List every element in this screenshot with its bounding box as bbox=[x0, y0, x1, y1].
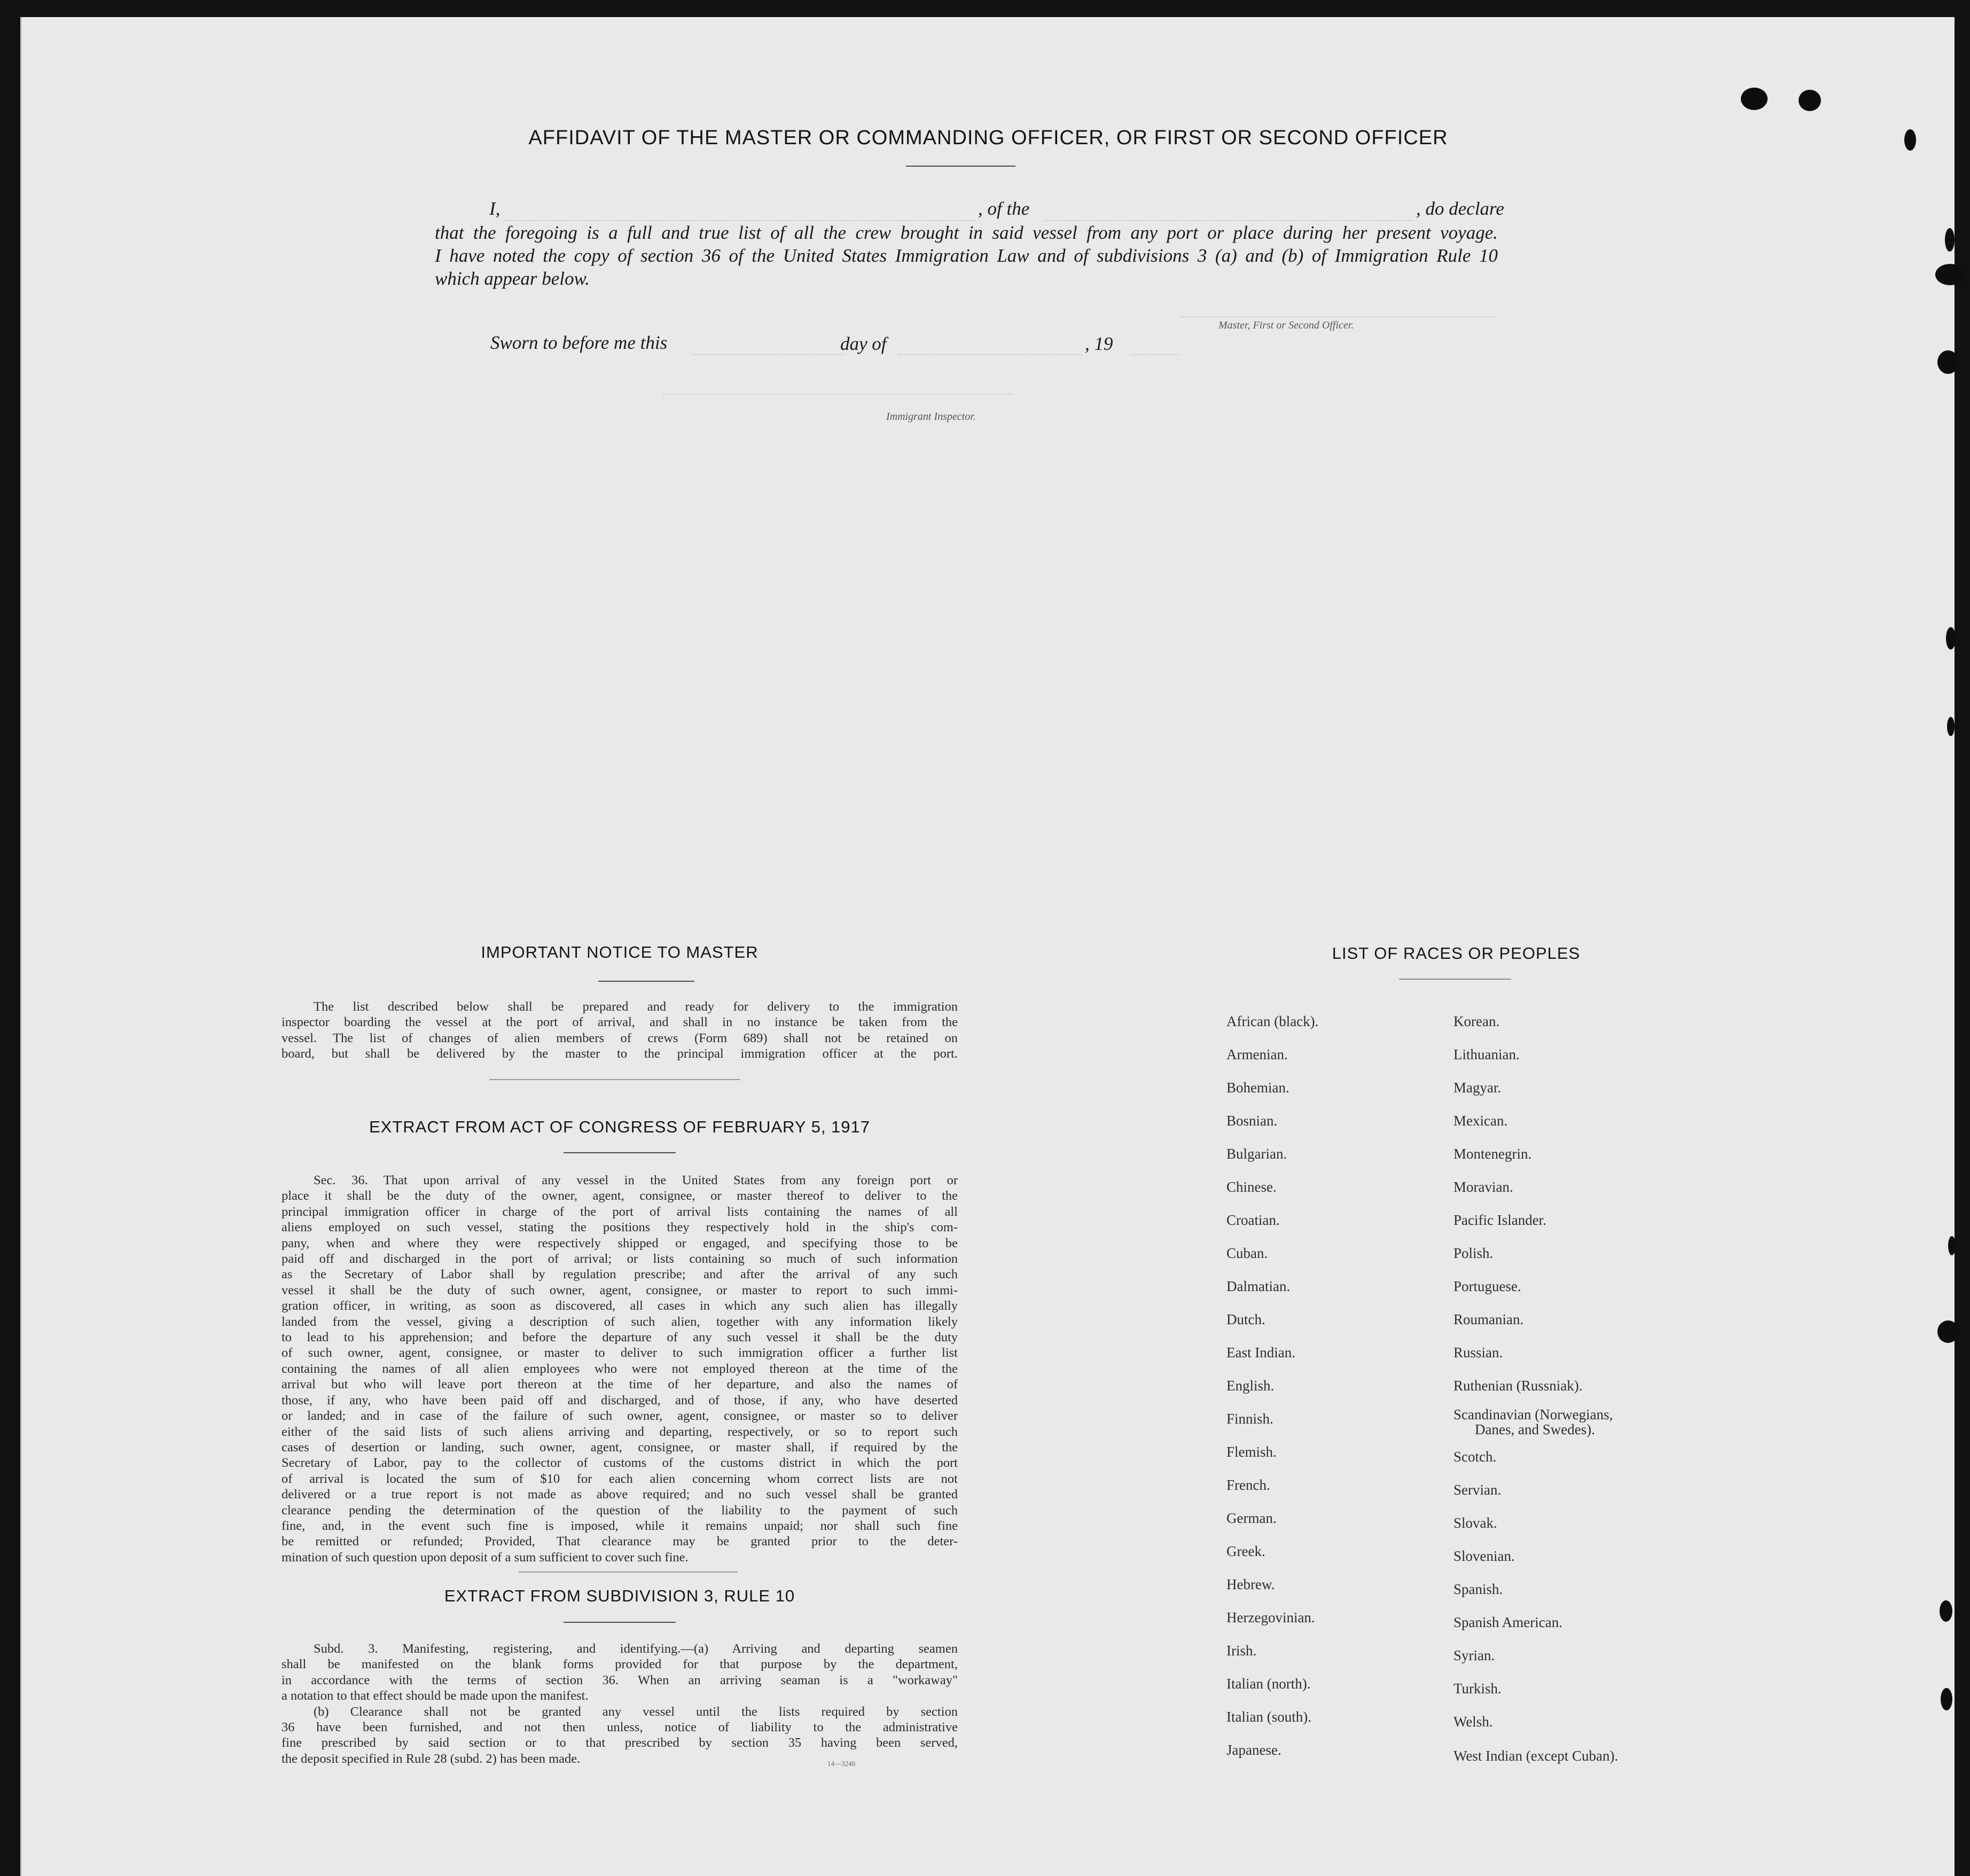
race-item: Pacific Islander. bbox=[1453, 1212, 1546, 1228]
year-prefix-text: , 19 bbox=[1085, 333, 1113, 354]
act-line: of such owner, agent, consignee, or master to deliver to such immigration officer a further list bbox=[282, 1346, 958, 1361]
races-rule bbox=[1399, 979, 1511, 980]
race-item: Cuban. bbox=[1226, 1245, 1268, 1261]
rule-line: Subd. 3. Manifesting, registering, and identifying.—(a) Arriving and departing seamen bbox=[314, 1642, 958, 1656]
act-line: mination of such question upon deposit of a sum sufficient to cover such fine. bbox=[282, 1550, 689, 1565]
race-item: Hebrew. bbox=[1226, 1576, 1275, 1592]
race-item: Greek. bbox=[1226, 1543, 1265, 1559]
inspector-signature-blank bbox=[663, 394, 1013, 395]
notice-line: The list described below shall be prepared and ready for delivery to the immigration bbox=[314, 999, 958, 1014]
rule-line: shall be manifested on the blank forms provided for that purpose by the department, bbox=[282, 1657, 958, 1672]
race-item: Croatian. bbox=[1226, 1212, 1280, 1228]
year-blank bbox=[1130, 354, 1178, 355]
notice-title: IMPORTANT NOTICE TO MASTER bbox=[481, 943, 759, 962]
race-item: Russian. bbox=[1453, 1345, 1503, 1361]
race-item: Magyar. bbox=[1453, 1080, 1502, 1096]
race-item: Polish. bbox=[1453, 1245, 1494, 1261]
punch-hole bbox=[1937, 350, 1959, 374]
act-line: as the Secretary of Labor shall by regulation prescribe; and after the arrival of any such bbox=[282, 1267, 958, 1282]
rule-line: a notation to that effect should be made upon the manifest. bbox=[282, 1689, 589, 1703]
race-item: Welsh. bbox=[1453, 1714, 1493, 1730]
race-item: Japanese. bbox=[1226, 1742, 1281, 1758]
race-item: Herzegovinian. bbox=[1226, 1609, 1315, 1625]
act-extract-paragraph bbox=[282, 1172, 958, 1565]
act-extract-rule bbox=[564, 1152, 676, 1153]
race-item: Irish. bbox=[1226, 1643, 1257, 1659]
act-line: arrival but who will leave port thereon at the time of her departure, and also the names of bbox=[282, 1377, 958, 1392]
declaration-line-2: that the foregoing is a full and true list of all the crew brought in said vessel from any port or place during her present voyage. bbox=[435, 222, 1498, 243]
race-item: Portuguese. bbox=[1453, 1278, 1521, 1294]
race-item: Dutch. bbox=[1226, 1311, 1265, 1327]
act-line: Sec. 36. That upon arrival of any vessel in the United States from any foreign port or bbox=[314, 1173, 958, 1187]
race-item: Roumanian. bbox=[1453, 1311, 1524, 1327]
section-divider bbox=[489, 1079, 740, 1080]
race-item: Scotch. bbox=[1453, 1449, 1497, 1465]
race-item: Italian (south). bbox=[1226, 1709, 1311, 1725]
races-title: LIST OF RACES OR PEOPLES bbox=[1332, 944, 1581, 963]
race-item: Spanish. bbox=[1453, 1581, 1503, 1597]
form-page bbox=[20, 17, 1955, 1876]
act-line: be remitted or refunded; Provided, That clearance may be granted prior to the deter- bbox=[282, 1534, 958, 1549]
act-line: paid off and discharged in the port of arrival; or lists containing so much of such information bbox=[282, 1252, 958, 1267]
race-item: English. bbox=[1226, 1378, 1275, 1394]
punch-hole bbox=[1741, 88, 1768, 110]
do-declare-text: , do declare bbox=[1416, 198, 1504, 219]
notice-line: inspector boarding the vessel at the port of arrival, and shall in no instance be taken from the bbox=[282, 1015, 958, 1030]
punch-hole bbox=[1799, 90, 1821, 111]
rule-line: fine prescribed by said section or to that prescribed by section 35 having been served, bbox=[282, 1736, 958, 1750]
master-caption: Master, First or Second Officer. bbox=[1218, 319, 1354, 331]
punch-hole bbox=[1935, 264, 1965, 285]
race-item: Montenegrin. bbox=[1453, 1146, 1532, 1162]
declarant-name-blank bbox=[505, 220, 975, 221]
act-line: containing the names of all alien employees who were not employed thereon at the time of the bbox=[282, 1361, 958, 1376]
act-line: or landed; and in case of the failure of such owner, agent, consignee, or master so to deliver bbox=[282, 1409, 958, 1424]
rule-line: 36 have been furnished, and not then unless, notice of liability to the administrative bbox=[282, 1720, 958, 1735]
form-code: 14—3240 bbox=[827, 1760, 855, 1768]
act-line: fine, and, in the event such fine is imposed, while it remains unpaid; nor shall such fine bbox=[282, 1518, 958, 1533]
punch-hole bbox=[1940, 1600, 1952, 1622]
punch-hole bbox=[1945, 228, 1955, 252]
rule-extract-rule bbox=[564, 1622, 676, 1623]
race-item: Slovenian. bbox=[1453, 1548, 1515, 1564]
race-item: Spanish American. bbox=[1453, 1614, 1562, 1630]
race-item-continued: Danes, and Swedes). bbox=[1475, 1421, 1595, 1437]
punch-hole bbox=[1937, 1320, 1959, 1343]
notice-rule bbox=[598, 981, 694, 982]
race-item: French. bbox=[1226, 1477, 1270, 1493]
punch-hole bbox=[1947, 717, 1955, 736]
notice-line: vessel. The list of changes of alien members of crews (Form 689) shall not be retained on bbox=[282, 1030, 958, 1045]
race-item: Lithuanian. bbox=[1453, 1046, 1520, 1062]
act-line: aliens employed on such vessel, stating the positions they respectively hold in the ship's com- bbox=[282, 1220, 958, 1235]
month-blank bbox=[898, 354, 1082, 355]
race-item: Servian. bbox=[1453, 1482, 1502, 1498]
act-line: Secretary of Labor, pay to the collector of customs of the customs district in which the port bbox=[282, 1456, 958, 1471]
race-item: Korean. bbox=[1453, 1013, 1500, 1029]
race-item: Mexican. bbox=[1453, 1113, 1508, 1129]
rule-line: the deposit specified in Rule 28 (subd. 2) has been made. bbox=[282, 1751, 581, 1766]
race-item: Ruthenian (Russniak). bbox=[1453, 1378, 1583, 1394]
rule-extract-title: EXTRACT FROM SUBDIVISION 3, RULE 10 bbox=[444, 1586, 795, 1605]
day-blank bbox=[692, 354, 845, 355]
punch-hole bbox=[1946, 627, 1956, 650]
race-item: Italian (north). bbox=[1226, 1676, 1311, 1692]
act-line: landed from the vessel, giving a description of such alien, together with any information likely bbox=[282, 1314, 958, 1329]
race-item: African (black). bbox=[1226, 1013, 1319, 1029]
race-item: Turkish. bbox=[1453, 1680, 1502, 1697]
race-item: Armenian. bbox=[1226, 1046, 1288, 1062]
sworn-text: Sworn to before me this bbox=[490, 332, 668, 353]
act-line: pany, when and where they were respectively shipped or engaged, and specifying those to be bbox=[282, 1236, 958, 1250]
notice-line: board, but shall be delivered by the master to the principal immigration officer at the port. bbox=[282, 1046, 958, 1061]
day-of-text: day of bbox=[840, 333, 887, 354]
race-item: Finnish. bbox=[1226, 1411, 1273, 1427]
race-item: Slovak. bbox=[1453, 1515, 1497, 1531]
race-item: Bulgarian. bbox=[1226, 1146, 1287, 1162]
race-item: Bosnian. bbox=[1226, 1113, 1278, 1129]
race-item: Moravian. bbox=[1453, 1179, 1513, 1195]
declaration-line-3: I have noted the copy of section 36 of the United States Immigration Law and of subdivisions 3 (a) and (b) of Immigration Rule 10 bbox=[435, 245, 1498, 266]
act-line: delivered or a true report is not made as above required; and no such vessel shall be granted bbox=[282, 1487, 958, 1502]
declaration-line-4: which appear below. bbox=[435, 268, 590, 289]
act-line: those, if any, who have been paid off and discharged, and of those, if any, who have deserted bbox=[282, 1393, 958, 1408]
race-item: Bohemian. bbox=[1226, 1080, 1289, 1096]
act-line: vessel it shall be the duty of such owner, agent, consignee, or master to report to such immi- bbox=[282, 1283, 958, 1297]
section-divider bbox=[519, 1572, 738, 1573]
race-item: West Indian (except Cuban). bbox=[1453, 1748, 1619, 1764]
act-line: clearance pending the determination of the question of the liability to the payment of such bbox=[282, 1503, 958, 1518]
title-rule bbox=[906, 166, 1015, 167]
act-extract-title: EXTRACT FROM ACT OF CONGRESS OF FEBRUARY 5, 1917 bbox=[369, 1117, 871, 1136]
act-line: gration officer, in writing, as soon as discovered, all cases in which any such alien has illegally bbox=[282, 1299, 958, 1314]
affidavit-title: AFFIDAVIT OF THE MASTER OR COMMANDING OFFICER, OR FIRST OR SECOND OFFICER bbox=[528, 127, 1448, 149]
act-line: principal immigration officer in charge of the port of arrival lists containing the names of all bbox=[282, 1204, 958, 1219]
vessel-name-blank bbox=[1045, 220, 1413, 221]
race-item: Dalmatian. bbox=[1226, 1278, 1291, 1294]
act-line: place it shall be the duty of the owner, agent, consignee, or master thereof to deliver to the bbox=[282, 1189, 958, 1203]
act-line: to lead to his apprehension; and before the departure of any such vessel it shall be the duty bbox=[282, 1330, 958, 1345]
punch-hole bbox=[1904, 129, 1916, 151]
rule-extract-paragraph bbox=[282, 1641, 958, 1766]
race-item: German. bbox=[1226, 1510, 1277, 1526]
race-item: Syrian. bbox=[1453, 1647, 1495, 1663]
of-the-text: , of the bbox=[978, 198, 1030, 219]
inspector-caption: Immigrant Inspector. bbox=[886, 411, 976, 423]
race-item: Scandinavian (Norwegians, bbox=[1453, 1406, 1613, 1422]
race-item: Flemish. bbox=[1226, 1444, 1277, 1460]
rule-line: in accordance with the terms of section 36. When an arriving seaman is a "workaway" bbox=[282, 1672, 958, 1687]
master-signature-blank bbox=[1181, 316, 1496, 317]
act-line: cases of desertion or landing, such owner, agent, consignee, or master shall, if required by the bbox=[282, 1440, 958, 1455]
declarant-pronoun: I, bbox=[489, 198, 501, 219]
race-item: Chinese. bbox=[1226, 1179, 1277, 1195]
punch-hole bbox=[1941, 1688, 1952, 1710]
punch-hole bbox=[1948, 1236, 1956, 1255]
act-line: either of the said lists of such aliens arriving and departing, respectively, or so to report such bbox=[282, 1424, 958, 1439]
race-item: East Indian. bbox=[1226, 1345, 1295, 1361]
rule-line: (b) Clearance shall not be granted any vessel until the lists required by section bbox=[314, 1704, 958, 1719]
notice-paragraph bbox=[282, 999, 958, 1062]
act-line: of arrival is located the sum of $10 for each alien concerning whom correct lists are not bbox=[282, 1471, 958, 1486]
